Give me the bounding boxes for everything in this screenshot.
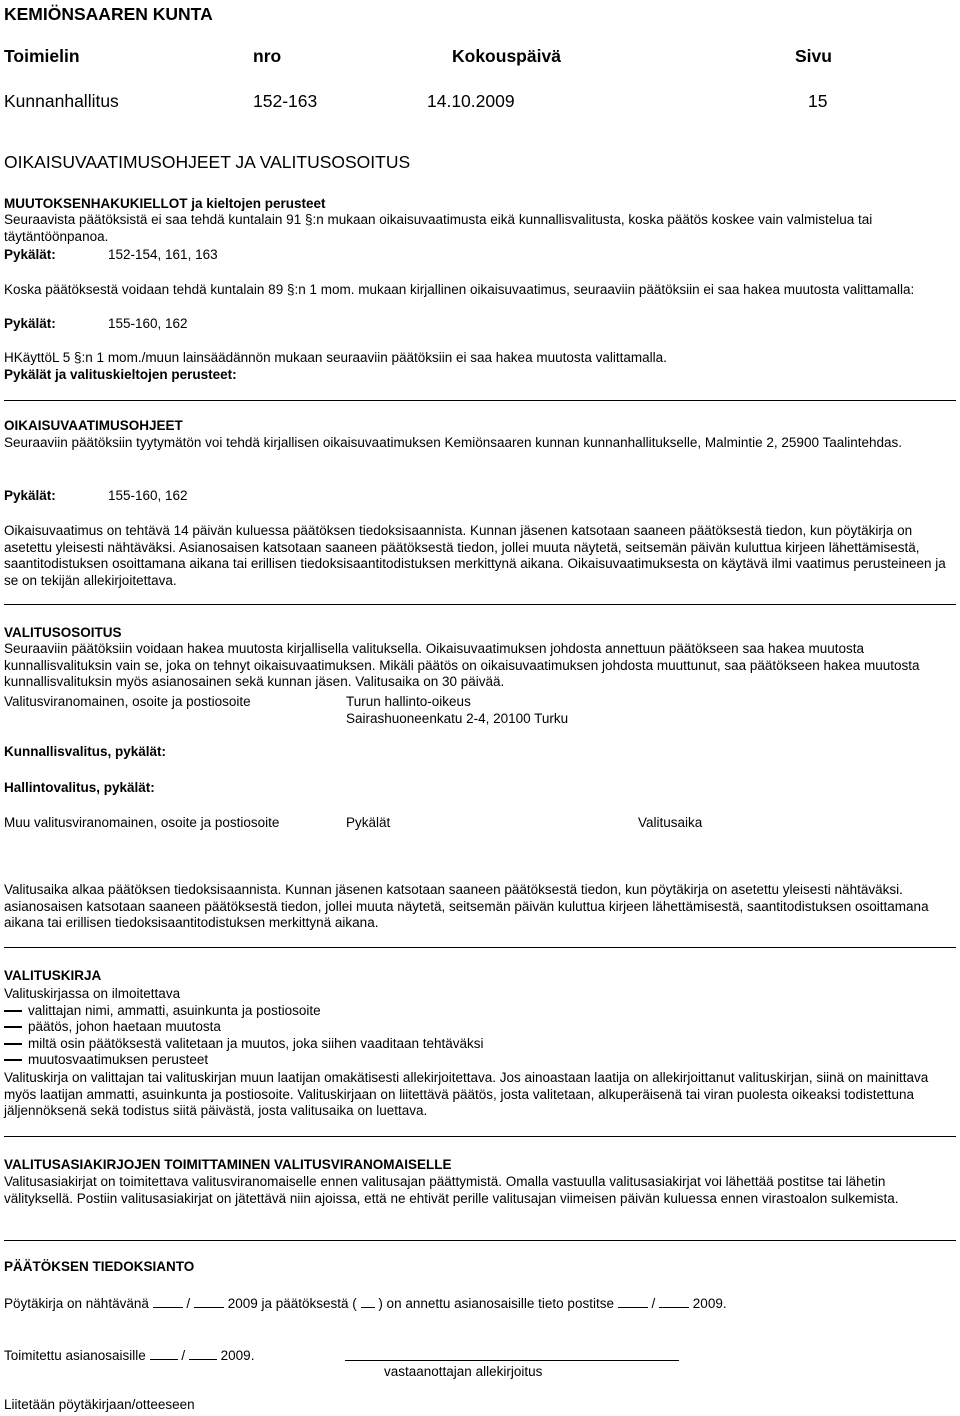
appeal-authority-label: Valitusviranomainen, osoite ja postiosoite [4, 694, 251, 709]
month-blank[interactable] [194, 1295, 224, 1308]
other-authority-label: Muu valitusviranomainen, osoite ja postiosoite [4, 815, 280, 830]
day-blank[interactable] [150, 1347, 178, 1360]
section-divider [4, 400, 956, 401]
sections-value: 152-154, 161, 163 [108, 247, 218, 262]
list-item: muutosvaatimuksen perusteet [4, 1052, 208, 1069]
section-divider [4, 947, 956, 948]
section-divider [4, 1136, 956, 1137]
appeal-paragraph-2: Valitusaika alkaa päätöksen tiedoksisaannista. Kunnan jäsenen katsotaan saaneen päätöksestä tiedon, kun pöytäkirja on asetettu yleisesti nähtäväksi. asianosaisen katsotaan saaneen päätöksestä tiedon, jollei muuta näytetä, seitsemän päivän kuluttua kirjeen lähettämisestä, saantitodistuksen osoittamana aikana tai erillisen tiedoksisaantitodistuksen merkittynä aikana. [4, 882, 929, 930]
dash-icon [4, 1043, 22, 1045]
rectification-paragraph-2: Oikaisuvaatimus on tehtävä 14 päivän kuluessa päätöksen tiedoksisaannista. Kunnan jäsenen katsotaan saaneen päätöksestä tiedon, kun pöytäkirja on asetettu yleisesti nähtäväksi. Asianosaisen katsotaan saaneen päätöksestä tiedon, jollei muuta näytetä, seitsemän päivän kuluttua kirjeen lähettämisestä, saantitodistuksen osoittamana aikana tai erillisen tiedoksisaantitodistuksen merkittynä aikana. Oikaisuvaatimuksesta on käytävä ilmi vaatimus perusteineen ja se on tekijän allekirjoitettava. [4, 523, 946, 588]
other-authority-sections: Pykälät [346, 815, 391, 830]
municipal-appeal-label: Kunnallisvalitus, pykälät: [4, 744, 167, 759]
appeal-heading: VALITUSOSOITUS [4, 625, 122, 640]
dash-icon [4, 1026, 22, 1028]
header-value-body: Kunnanhallitus [4, 91, 119, 111]
header-label-page: Sivu [795, 46, 832, 66]
date-blank[interactable] [361, 1295, 375, 1308]
header-label-nro: nro [253, 46, 282, 66]
sections-value: 155-160, 162 [108, 316, 188, 331]
list-item: miltä osin päätöksestä valitetaan ja muutos, joka siihen vaaditaan tehtäväksi [4, 1036, 484, 1053]
month-blank[interactable] [189, 1347, 217, 1360]
signature-line[interactable] [345, 1360, 679, 1361]
sections-value: 155-160, 162 [108, 488, 188, 503]
notification-line-2: Toimitettu asianosaisille / 2009. [4, 1348, 255, 1363]
document-title: OIKAISUVAATIMUSOHJEET JA VALITUSOSOITUS [4, 152, 411, 172]
section-divider [4, 604, 956, 605]
header-value-date: 14.10.2009 [427, 91, 515, 111]
appeal-letter-paragraph: Valituskirja on valittajan tai valituskirjan muun laatijan omakätisesti allekirjoitettava. Jos ainoastaan laatija on allekirjoittanut valituskirjan, siinä on mainittava myös laatijan ammatti, asuinkunta ja postiosoite. Valituskirjaan on liitettävä päätös, josta valitetaan, alkuperäisenä tai viran puolesta oikeaksi todistettuna jäljennöksenä sekä todistus siitä päivästä, josta valitusaika on luettava. [4, 1070, 929, 1118]
restrictions-paragraph-3: HKäyttöL 5 §:n 1 mom./muun lainsäädännön mukaan seuraaviin päätöksiin ei saa hakea muutosta valittamalla. [4, 350, 667, 365]
appeal-letter-heading: VALITUSKIRJA [4, 968, 102, 983]
dash-icon [4, 1059, 22, 1061]
appeal-authority-name: Turun hallinto-oikeus [346, 694, 471, 709]
sections-label: Pykälät: [4, 488, 56, 503]
header-value-nro: 152-163 [253, 91, 318, 111]
receiver-signature-label: vastaanottajan allekirjoitus [384, 1364, 543, 1379]
header-label-date: Kokouspäivä [452, 46, 561, 66]
sections-label: Pykälät: [4, 247, 56, 262]
appeal-authority-address: Sairashuoneenkatu 2-4, 20100 Turku [346, 711, 569, 726]
appeal-letter-intro: Valituskirjassa on ilmoitettava [4, 986, 181, 1001]
list-item: päätös, johon haetaan muutosta [4, 1019, 221, 1036]
notification-heading: PÄÄTÖKSEN TIEDOKSIANTO [4, 1259, 195, 1274]
delivery-heading: VALITUSASIAKIRJOJEN TOIMITTAMINEN VALITUSVIRANOMAISELLE [4, 1157, 452, 1172]
header-label-body: Toimielin [4, 46, 80, 66]
section-divider [4, 1240, 956, 1241]
day-blank[interactable] [153, 1295, 183, 1308]
municipality-name: KEMIÖNSAAREN KUNTA [4, 4, 213, 24]
attached-to-minutes: Liitetään pöytäkirjaan/otteeseen [4, 1397, 195, 1412]
administrative-appeal-label: Hallintovalitus, pykälät: [4, 780, 155, 795]
rectification-heading: OIKAISUVAATIMUSOHJEET [4, 418, 183, 433]
other-authority-appeal-time: Valitusaika [638, 815, 703, 830]
appeal-paragraph-1: Seuraaviin päätöksiin voidaan hakea muutosta kirjallisella valituksella. Oikaisuvaatimuksen johdosta annettuun päätökseen saa hakea muutosta kunnallisvalituksin vain se, joka on tehnyt oikaisuvaatimuksen. Mikäli päätös on oikaisuvaatimuksen johdosta muuttunut, saa päätökseen hakea muutosta kunnallisvalituksin myös asianosainen sekä kunnan jäsen. Valitusaika on 30 päivää. [4, 641, 920, 689]
notification-line-1: Pöytäkirja on nähtävänä / 2009 ja päätöksestä ( ) on annettu asianosaisille tieto postitse / 2009. [4, 1296, 727, 1311]
sections-label: Pykälät: [4, 316, 56, 331]
header-value-page: 15 [808, 91, 828, 111]
delivery-paragraph: Valitusasiakirjat on toimitettava valitusviranomaiselle ennen valitusajan päättymistä. Omalla vastuulla valitusasiakirjat voi lähettää postitse tai lähetin välityksellä. Postiin valitusasiakirjat on jätettävä niin ajoissa, että ne ehtivät perille valitusajan viimeisen päivän kuluessa ennen virastoalon sulkemista. [4, 1174, 899, 1206]
dash-icon [4, 1010, 22, 1012]
restrictions-paragraph-1: Seuraavista päätöksistä ei saa tehdä kuntalain 91 §:n mukaan oikaisuvaatimusta eikä kunnallisvalitusta, koska päätös koskee vain valmistelua tai täytäntöönpanoa. [4, 212, 873, 244]
restrictions-heading: MUUTOKSENHAKUKIELLOT ja kieltojen perusteet [4, 196, 326, 211]
month-blank[interactable] [659, 1295, 689, 1308]
restrictions-paragraph-2: Koska päätöksestä voidaan tehdä kuntalain 89 §:n 1 mom. mukaan kirjallinen oikaisuvaatimus, seuraaviin päätöksiin ei saa hakea muutosta valittamalla: [4, 282, 915, 297]
rectification-paragraph-1: Seuraaviin päätöksiin tyytymätön voi tehdä kirjallisen oikaisuvaatimuksen Kemiönsaaren kunnan kunnanhallitukselle, Malmintie 2, 25900 Taalintehdas. [4, 435, 903, 450]
sections-and-grounds-label: Pykälät ja valituskieltojen perusteet: [4, 367, 237, 382]
list-item: valittajan nimi, ammatti, asuinkunta ja postiosoite [4, 1003, 321, 1020]
day-blank[interactable] [618, 1295, 648, 1308]
